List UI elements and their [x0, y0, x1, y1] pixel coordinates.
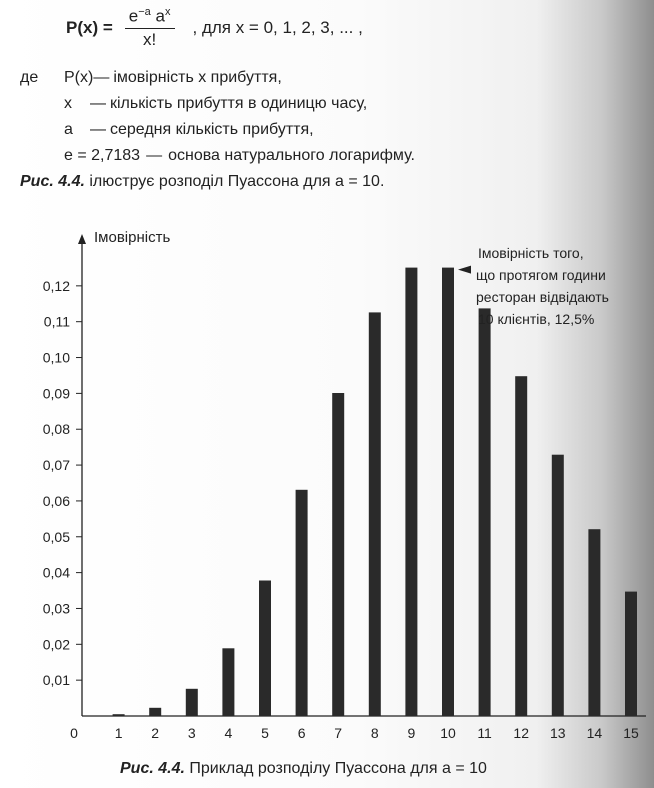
- figure-reference: Рис. 4.4.: [20, 173, 85, 190]
- bar-5: [259, 581, 271, 717]
- x-tick-label: 10: [440, 725, 456, 741]
- bar-9: [405, 268, 417, 716]
- definition-row: [20, 143, 415, 169]
- caption-text: Приклад розподілу Пуассона для а = 10: [184, 760, 487, 777]
- y-tick-label: 0,04: [42, 564, 70, 581]
- bar-4: [222, 648, 234, 716]
- bar-12: [515, 376, 527, 716]
- bar-10: [442, 268, 454, 716]
- x-tick-label: 9: [407, 725, 416, 741]
- x-tick-label: 4: [224, 725, 233, 741]
- figure-caption: [120, 760, 487, 778]
- definition-dash: —: [90, 121, 106, 138]
- y-tick-labels: [43, 278, 70, 688]
- definition-symbol: e = 2,7183: [64, 147, 141, 164]
- y-tick-label: 0,11: [43, 313, 70, 330]
- x-tick-label: 13: [550, 725, 566, 741]
- x-tick-label: 3: [187, 725, 196, 741]
- intro-text: ілюструє розподіл Пуассона для а = 10.: [84, 173, 385, 190]
- formula-fraction: [125, 7, 175, 48]
- x-tick-label: 5: [261, 725, 269, 741]
- annotation-text-line: Імовірність того,: [478, 245, 584, 261]
- y-axis-label: Імовірність: [94, 229, 171, 246]
- annotation-text-line: ресторан відвідають: [476, 289, 609, 305]
- y-tick-label: 0,01: [42, 672, 70, 689]
- definition-symbol: x: [64, 95, 72, 112]
- formula-domain: , для x = 0, 1, 2, 3, ... ,: [192, 18, 363, 37]
- chart-bars: [113, 268, 654, 716]
- definition-row: [20, 117, 415, 143]
- bar-15: [625, 592, 637, 716]
- definition-text: середня кількість прибуття,: [110, 121, 314, 138]
- y-tick-label: 0,08: [42, 421, 70, 438]
- annotation-text-line: 10 клієнтів, 12,5%: [478, 311, 595, 327]
- bar-14: [588, 529, 600, 716]
- formula-numerator: [125, 7, 175, 29]
- annotation-arrowhead: [458, 266, 471, 274]
- x-tick-label: 0: [70, 725, 78, 741]
- definition-symbol: a: [64, 121, 73, 138]
- chart-annotation: [458, 245, 609, 327]
- bar-1: [113, 714, 125, 716]
- x-tick-label: 12: [513, 725, 529, 741]
- poisson-formula: [66, 6, 363, 50]
- definition-dash: —: [90, 95, 106, 112]
- bar-2: [149, 708, 161, 716]
- y-tick-label: 0,12: [42, 277, 70, 294]
- x-tick-label: 14: [586, 725, 603, 741]
- formula-denominator: x!: [143, 29, 157, 49]
- formula-num-a-exp: x: [165, 6, 171, 19]
- y-tick-label: 0,10: [42, 349, 70, 366]
- definition-row: [20, 91, 415, 117]
- x-tick-label: 11: [477, 725, 492, 741]
- formula-num-a: a: [155, 6, 165, 26]
- definition-dash: —: [146, 147, 163, 164]
- annotation-text-line: що протягом години: [476, 267, 606, 283]
- bar-3: [186, 689, 198, 716]
- x-tick-label: 2: [151, 725, 160, 741]
- x-tick-label: 15: [623, 725, 639, 741]
- x-tick-label: 8: [370, 725, 379, 741]
- bar-13: [552, 455, 564, 716]
- x-tick-label: 6: [297, 725, 306, 741]
- x-tick-label: 7: [334, 725, 343, 741]
- x-tick-labels: [70, 725, 654, 741]
- poisson-bar-chart: [0, 220, 654, 750]
- formula-lhs: P(x) =: [66, 18, 113, 37]
- formula-num-e-exp: −a: [138, 6, 151, 19]
- y-tick-label: 0,02: [42, 636, 70, 653]
- bar-6: [296, 490, 308, 716]
- definitions-prefix: де: [20, 69, 39, 86]
- y-tick-label: 0,06: [42, 492, 70, 509]
- formula-num-e: e: [128, 6, 139, 26]
- y-tick-label: 0,03: [42, 600, 70, 617]
- y-tick-label: 0,05: [42, 528, 70, 545]
- definition-row: [20, 65, 415, 91]
- bar-11: [479, 308, 491, 716]
- y-tick-label: 0,09: [42, 385, 70, 402]
- y-tick-label: 0,07: [42, 457, 70, 474]
- definitions: [20, 65, 415, 169]
- definition-text: кількість прибуття в одиницю часу,: [110, 95, 368, 112]
- definition-symbol: P(x): [64, 69, 94, 86]
- definition-dash: —: [93, 69, 110, 86]
- definition-text: імовірність x прибуття,: [113, 69, 282, 86]
- definition-text: основа натурального логарифму.: [168, 147, 415, 164]
- y-axis-arrowhead: [78, 234, 86, 244]
- bar-7: [332, 393, 344, 716]
- caption-figure-reference: Рис. 4.4.: [120, 760, 185, 777]
- intro-sentence: [20, 173, 384, 191]
- bar-8: [369, 312, 381, 716]
- x-tick-label: 1: [114, 725, 123, 741]
